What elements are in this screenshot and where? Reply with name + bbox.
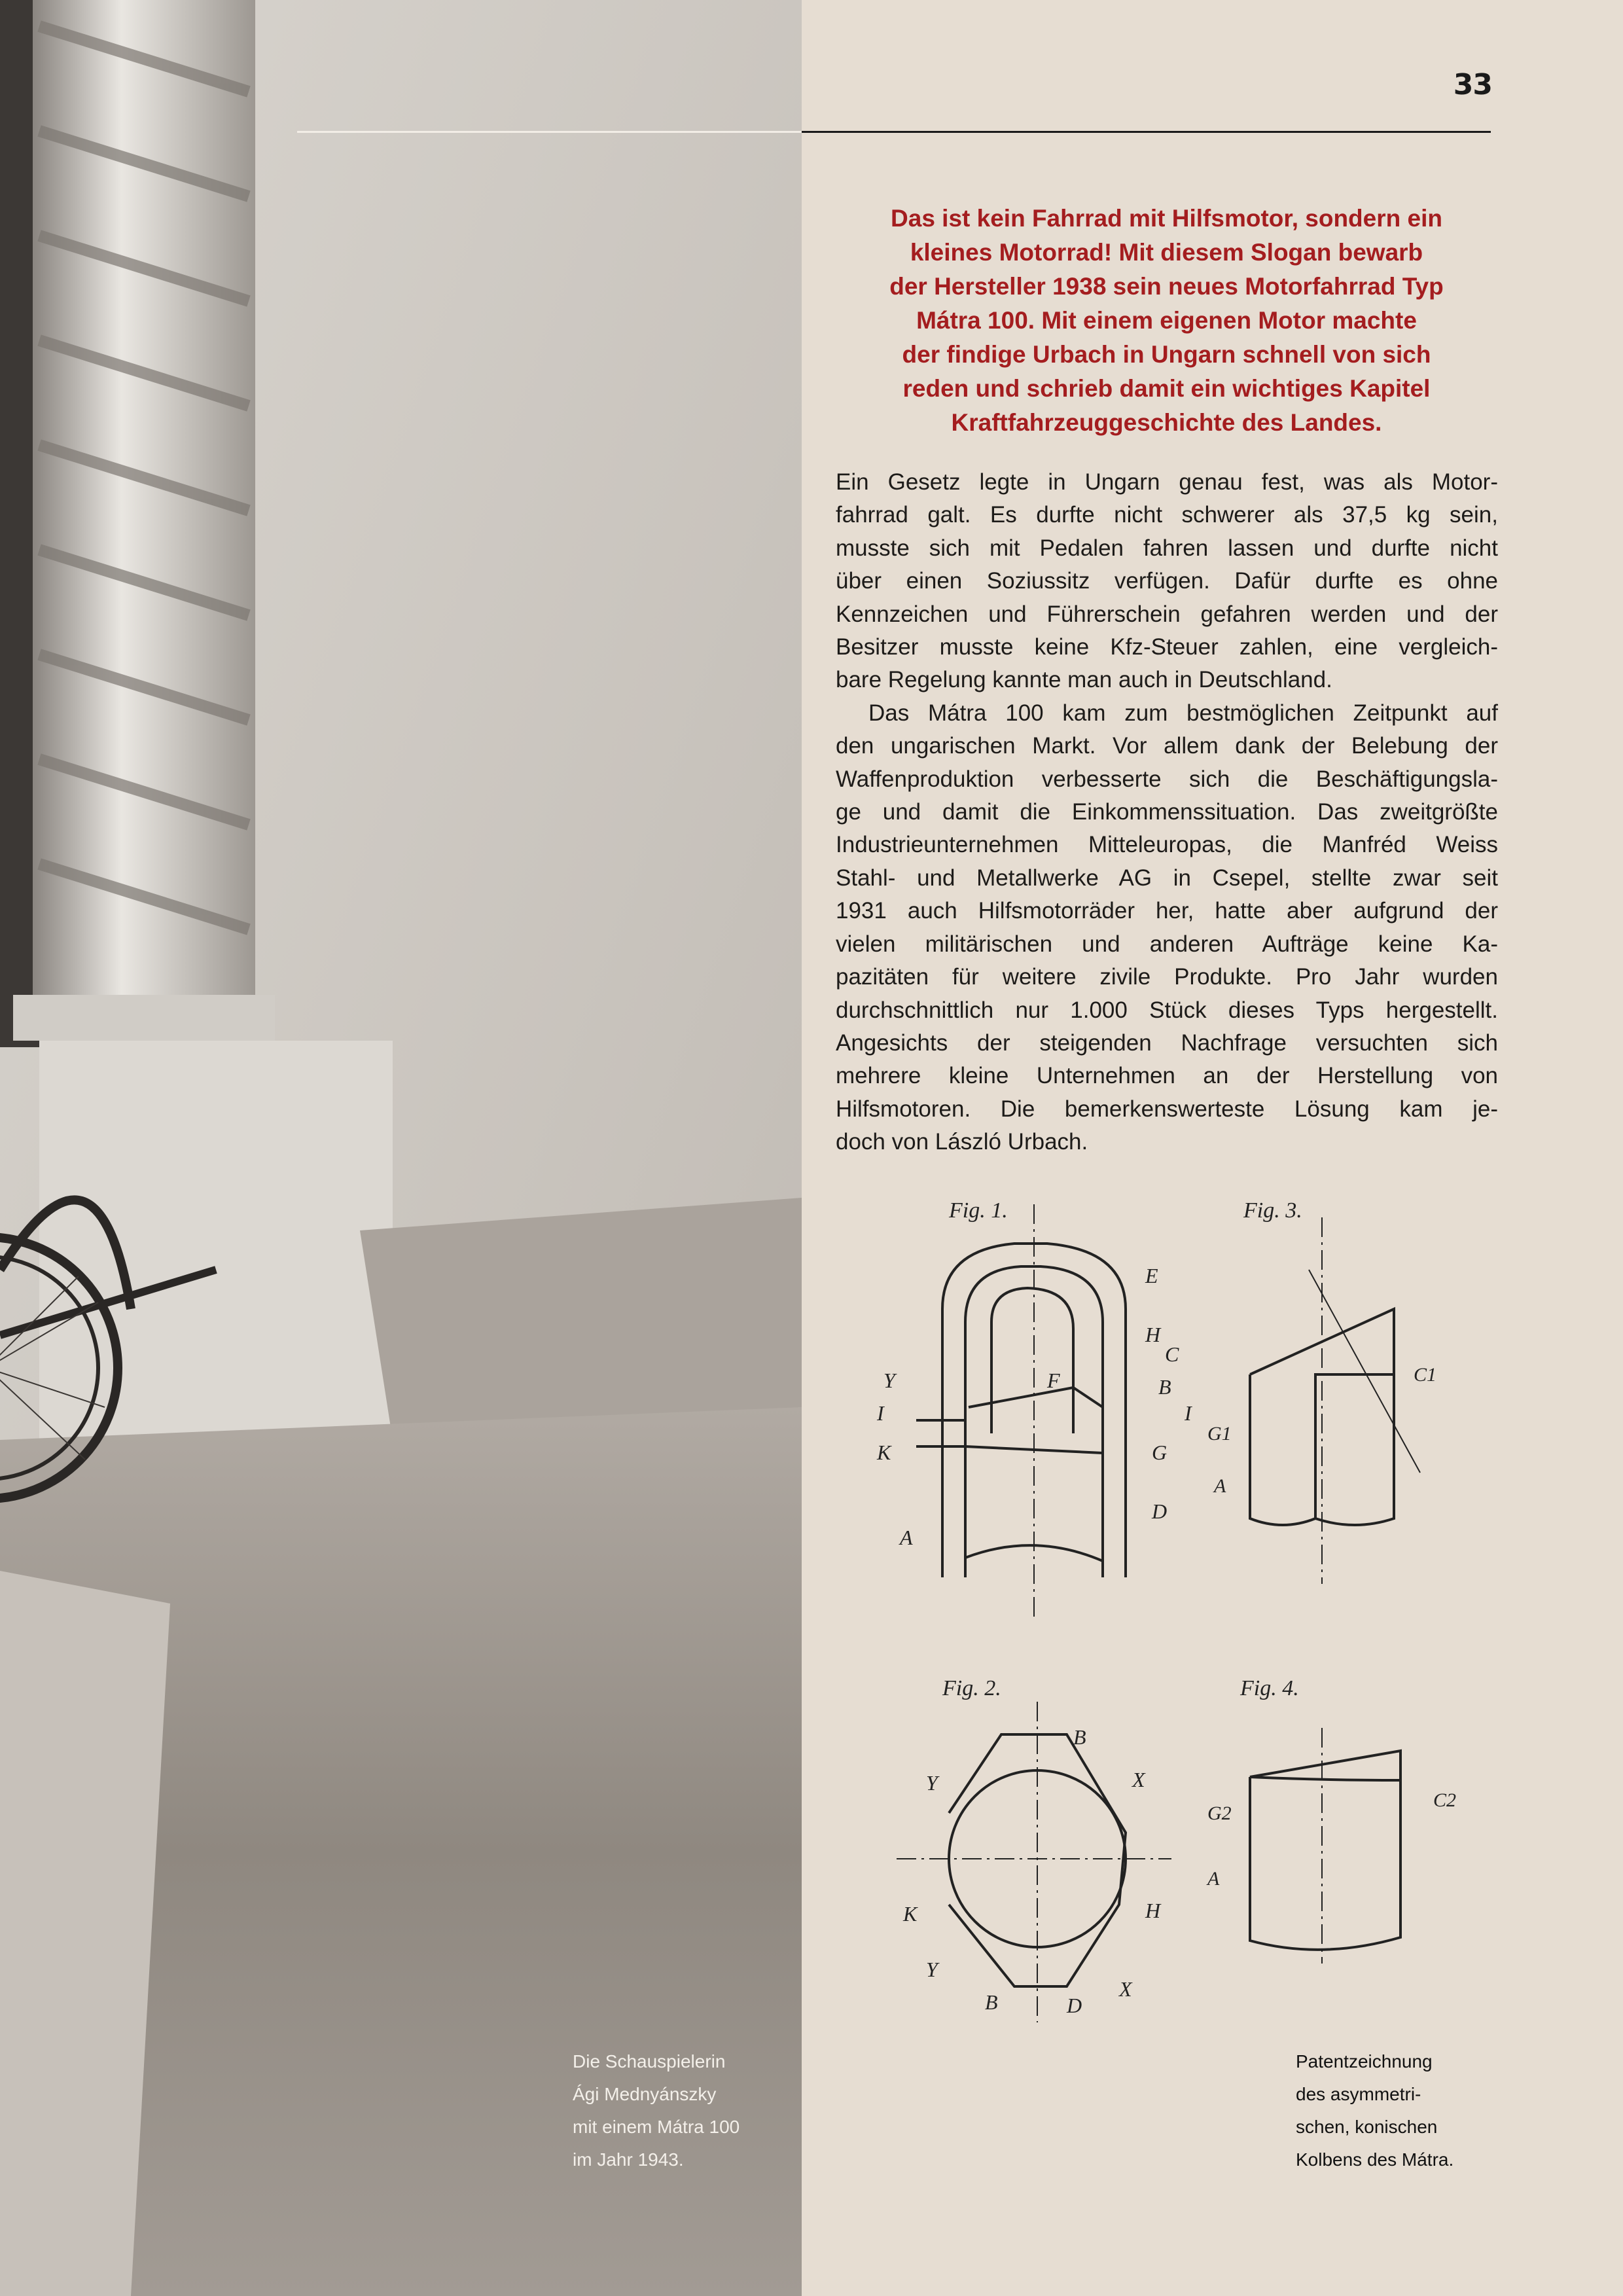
patent-caption [1296, 2045, 1454, 2176]
body-line: durchschnittlich nur 1.000 Stück dieses Typs hergestellt. [836, 997, 1498, 1023]
svg-text:K: K [903, 1902, 918, 1926]
svg-text:G1: G1 [1207, 1423, 1232, 1444]
svg-text:H: H [1145, 1899, 1161, 1922]
svg-text:G2: G2 [1207, 1803, 1232, 1824]
body-line: fahrrad galt. Es durfte nicht schwerer als 37,5 kg sein, [836, 502, 1498, 528]
svg-text:C: C [1165, 1342, 1179, 1366]
caption-line: mit einem Mátra 100 [573, 2117, 740, 2137]
svg-text:I: I [1185, 1401, 1192, 1425]
body-line: 1931 auch Hilfsmotorräder her, hatte aber aufgrund der [836, 898, 1498, 924]
fig4-part-labels [1206, 1789, 1456, 1890]
svg-text:Y: Y [883, 1369, 895, 1392]
historic-photo-column-bicycle [0, 0, 802, 2296]
caption-line: im Jahr 1943. [573, 2149, 684, 2170]
fig4-label: Fig. 4. [1240, 1676, 1299, 1700]
caption-line: Patentzeichnung [1296, 2051, 1433, 2072]
body-line: mehrere kleine Unternehmen an der Herstellung von [836, 1063, 1498, 1089]
lead-line: der Hersteller 1938 sein neues Motorfahrrad Typ [889, 273, 1444, 300]
caption-line: Kolbens des Mátra. [1296, 2149, 1454, 2170]
body-line: Besitzer musste keine Kfz-Steuer zahlen, eine vergleich- [836, 634, 1498, 660]
svg-text:A: A [1207, 1868, 1220, 1890]
body-line: Stahl- und Metallwerke AG in Csepel, stellte zwar seit [836, 865, 1498, 891]
svg-text:A: A [900, 1526, 913, 1549]
svg-text:D: D [1152, 1499, 1168, 1523]
svg-text:H: H [1145, 1323, 1161, 1346]
caption-line: des asymmetri- [1296, 2084, 1421, 2104]
body-line: über einen Soziussitz verfügen. Dafür durfte es ohne [836, 568, 1498, 594]
fig1-label: Fig. 1. [949, 1198, 1008, 1223]
svg-text:K: K [877, 1441, 891, 1464]
lead-line: Kraftfahrzeuggeschichte des Landes. [951, 409, 1382, 436]
body-line: bare Regelung kannte man auch in Deutschland. [836, 667, 1332, 693]
svg-text:B: B [1158, 1375, 1171, 1399]
svg-text:I: I [877, 1401, 884, 1425]
body-line: Waffenproduktion verbesserte sich die Beschäftigungsla- [836, 766, 1498, 792]
body-line: Angesichts der steigenden Nachfrage versuchten sich [836, 1030, 1498, 1056]
body-line: Industrieunternehmen Mitteleuropas, die Manfréd Weiss [836, 832, 1498, 858]
body-line: musste sich mit Pedalen fahren lassen und durfte nicht [836, 535, 1498, 561]
lead-line: der findige Urbach in Ungarn schnell von sich [902, 341, 1431, 368]
body-text [836, 466, 1498, 1159]
svg-text:B: B [985, 1990, 998, 2014]
body-line: ge und damit die Einkommenssituation. Das zweitgrößte [836, 799, 1498, 825]
lead-line: reden und schrieb damit ein wichtiges Kapitel [902, 375, 1431, 402]
svg-text:D: D [1067, 1994, 1082, 2017]
svg-text:B: B [1073, 1725, 1086, 1749]
svg-text:G: G [1152, 1441, 1168, 1464]
body-line: Das Mátra 100 kam zum bestmöglichen Zeitpunkt auf [868, 700, 1498, 726]
lead-line: kleines Motorrad! Mit diesem Slogan bewarb [910, 239, 1423, 266]
svg-text:F: F [1047, 1369, 1060, 1392]
lead-paragraph [831, 202, 1502, 440]
caption-line: Ági Mednyánszky [573, 2084, 717, 2104]
body-line: pazitäten für weitere zivile Produkte. Pro Jahr wurden [836, 964, 1498, 990]
svg-text:C2: C2 [1433, 1789, 1457, 1811]
lead-line: Mátra 100. Mit einem eigenen Motor machte [916, 307, 1417, 334]
body-line: doch von László Urbach. [836, 1129, 1088, 1155]
body-line: Ein Gesetz legte in Ungarn genau fest, was als Motor- [836, 469, 1498, 495]
fig3-label: Fig. 3. [1243, 1198, 1302, 1223]
svg-text:E: E [1145, 1264, 1158, 1287]
header-rule [802, 131, 1491, 133]
svg-text:Y: Y [926, 1958, 938, 1981]
page-number: 33 [1453, 68, 1492, 101]
svg-text:Y: Y [926, 1771, 938, 1795]
caption-line: schen, konischen [1296, 2117, 1438, 2137]
body-line: den ungarischen Markt. Vor allem dank der Belebung der [836, 733, 1498, 759]
body-line: vielen militärischen und anderen Aufträge keine Ka- [836, 931, 1498, 957]
svg-text:X: X [1132, 1768, 1145, 1791]
svg-text:X: X [1119, 1977, 1132, 2001]
patent-drawing [851, 1191, 1492, 2036]
header-rule-over-photo [297, 131, 802, 133]
caption-line: Die Schauspielerin [573, 2051, 726, 2072]
svg-text:C1: C1 [1414, 1364, 1437, 1386]
body-line: Kennzeichen und Führerschein gefahren werden und der [836, 601, 1498, 627]
body-line: Hilfsmotoren. Die bemerkenswerteste Lösung kam je- [836, 1096, 1498, 1122]
fig2-label: Fig. 2. [942, 1676, 1001, 1700]
svg-text:A: A [1214, 1475, 1226, 1497]
photo-caption [573, 2045, 740, 2176]
lead-line: Das ist kein Fahrrad mit Hilfsmotor, sondern ein [891, 205, 1442, 232]
